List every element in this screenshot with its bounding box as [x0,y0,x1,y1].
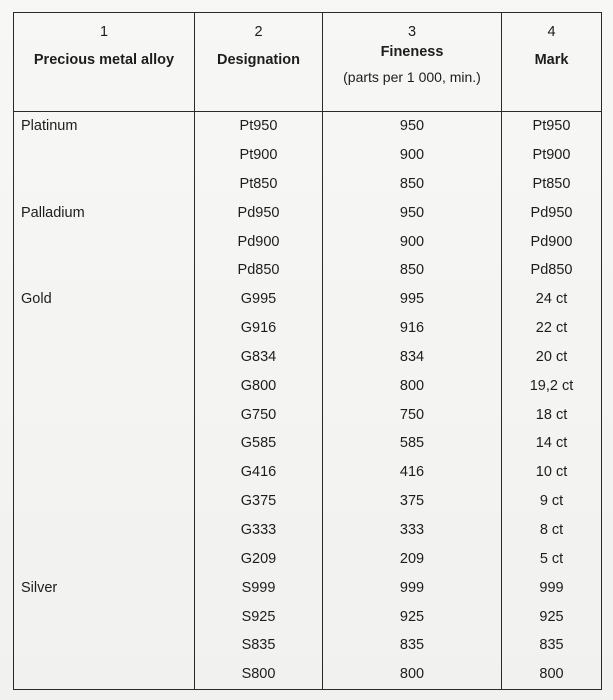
mark-cell: Pt950 [502,112,602,141]
header-fineness-subtitle: (parts per 1 000, min.) [343,68,481,85]
alloy-cell [14,458,195,487]
precious-metal-table [13,12,602,690]
designation-cell: S999 [195,574,323,603]
designation-cell: Pt950 [195,112,323,141]
fineness-cell: 835 [323,631,502,660]
header-fineness-label: Fineness [380,44,444,60]
designation-cell: G916 [195,314,323,343]
fineness-cell: 916 [323,314,502,343]
designation-cell: Pt850 [195,170,323,199]
column-number-4: 4 [502,13,602,40]
table-row [14,112,602,141]
fineness-cell: 950 [323,112,502,141]
fineness-cell: 750 [323,400,502,429]
table-row [14,343,602,372]
column-number-2: 2 [195,13,323,40]
table-row [14,314,602,343]
table-row [14,516,602,545]
table-row [14,487,602,516]
mark-cell: Pd900 [502,227,602,256]
designation-cell: Pd850 [195,256,323,285]
table-row [14,285,602,314]
designation-cell: S800 [195,660,323,689]
header-designation: Designation [195,39,323,112]
table-row [14,141,602,170]
mark-cell: 19,2 ct [502,372,602,401]
alloy-cell [14,170,195,199]
table-row [14,372,602,401]
mark-cell: 14 ct [502,429,602,458]
fineness-cell: 995 [323,285,502,314]
alloy-cell: Silver [14,574,195,603]
alloy-cell [14,256,195,285]
mark-cell: 18 ct [502,400,602,429]
header-row [14,39,602,112]
alloy-cell [14,372,195,401]
fineness-cell: 834 [323,343,502,372]
mark-cell: Pd850 [502,256,602,285]
mark-cell: 5 ct [502,545,602,574]
designation-cell: S925 [195,602,323,631]
alloy-cell [14,141,195,170]
designation-cell: G834 [195,343,323,372]
header-mark: Mark [502,39,602,112]
table-row [14,631,602,660]
fineness-cell: 850 [323,256,502,285]
table-row [14,429,602,458]
alloy-cell: Palladium [14,199,195,228]
designation-cell: G416 [195,458,323,487]
designation-cell: Pt900 [195,141,323,170]
alloy-cell [14,343,195,372]
fineness-cell: 999 [323,574,502,603]
mark-cell: 20 ct [502,343,602,372]
fineness-cell: 333 [323,516,502,545]
header-alloy: Precious metal alloy [14,39,195,112]
alloy-cell [14,516,195,545]
fineness-cell: 800 [323,372,502,401]
alloy-cell: Platinum [14,112,195,141]
alloy-cell [14,602,195,631]
designation-cell: Pd950 [195,199,323,228]
fineness-cell: 800 [323,660,502,689]
mark-cell: 999 [502,574,602,603]
table-row [14,660,602,689]
mark-cell: Pt900 [502,141,602,170]
mark-cell: 8 ct [502,516,602,545]
alloy-cell [14,400,195,429]
alloy-cell [14,660,195,689]
table-row [14,458,602,487]
fineness-cell: 850 [323,170,502,199]
table-row [14,545,602,574]
alloy-cell: Gold [14,285,195,314]
alloy-cell [14,227,195,256]
designation-cell: Pd900 [195,227,323,256]
mark-cell: Pt850 [502,170,602,199]
table-row [14,170,602,199]
alloy-cell [14,631,195,660]
fineness-cell: 900 [323,141,502,170]
table-row [14,400,602,429]
fineness-cell: 209 [323,545,502,574]
alloy-cell [14,429,195,458]
table-row [14,199,602,228]
designation-cell: G585 [195,429,323,458]
fineness-cell: 375 [323,487,502,516]
table-row [14,574,602,603]
fineness-cell: 416 [323,458,502,487]
designation-cell: G375 [195,487,323,516]
table-body [14,112,602,690]
alloy-cell [14,487,195,516]
column-number-3: 3 [323,13,502,40]
table-row [14,602,602,631]
mark-cell: 24 ct [502,285,602,314]
designation-cell: G750 [195,400,323,429]
designation-cell: G209 [195,545,323,574]
fineness-cell: 585 [323,429,502,458]
alloy-cell [14,314,195,343]
mark-cell: 925 [502,602,602,631]
mark-cell: 22 ct [502,314,602,343]
mark-cell: 9 ct [502,487,602,516]
column-number-row [14,13,602,40]
designation-cell: S835 [195,631,323,660]
fineness-cell: 950 [323,199,502,228]
header-fineness [323,39,502,112]
mark-cell: 835 [502,631,602,660]
mark-cell: 10 ct [502,458,602,487]
fineness-cell: 900 [323,227,502,256]
mark-cell: 800 [502,660,602,689]
table-row [14,227,602,256]
mark-cell: Pd950 [502,199,602,228]
column-number-1: 1 [14,13,195,40]
designation-cell: G800 [195,372,323,401]
table-row [14,256,602,285]
designation-cell: G333 [195,516,323,545]
fineness-cell: 925 [323,602,502,631]
alloy-cell [14,545,195,574]
designation-cell: G995 [195,285,323,314]
